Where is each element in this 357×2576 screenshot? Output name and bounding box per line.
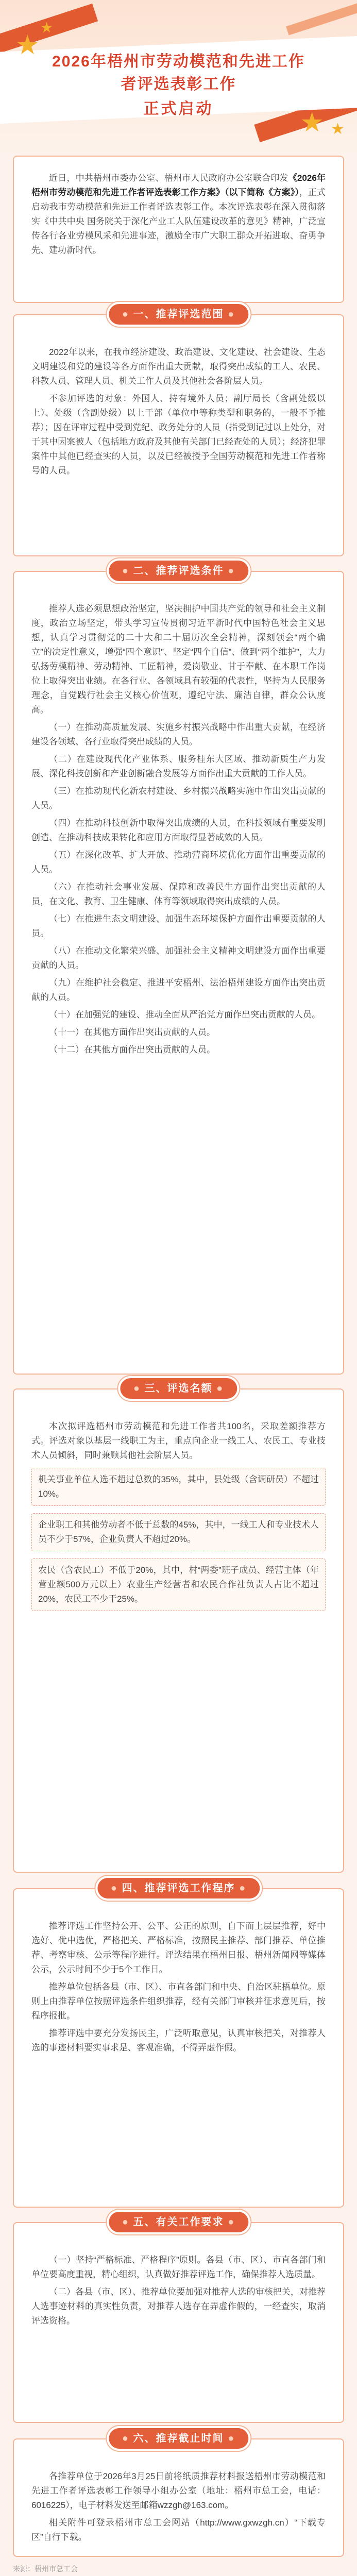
section-requirements — [13, 2222, 344, 2423]
section-deadline — [13, 2438, 344, 2557]
list-item: （九）在维护社会稳定、推进平安梧州、法治梧州建设方面作出突出贡献的人员。 — [31, 978, 326, 1002]
list-item: 推荐人选必须思想政治坚定，坚决拥护中国共产党的领导和社会主义制度，政治立场坚定，带头学习宣传贯彻习近平新时代中国特色社会主义思想，认真学习贯彻党的二十大和二十届历次全会精神，深刻领会“两个确立”的决定性意义，增强“四个意识”、坚定“四个自信”、做到“两个维护”，大力弘扬劳模精神、劳动精神、工匠精神，爱岗敬业、甘于奉献、在本职工作岗位上取得突出业绩。在各行业、各领域具有较强的代表性，坚持为人民服务理念，自觉践行社会主义核心价值观，遵纪守法、廉洁自律，群众公认度高。 — [31, 604, 326, 715]
star-icon: ★ — [300, 108, 324, 138]
star-icon: ★ — [40, 20, 54, 36]
quota-box — [31, 1558, 326, 1611]
list-item: （五）在深化改革、扩大开放、推动营商环境优化方面作出重要贡献的人员。 — [31, 850, 326, 874]
intro-tail: ，正式启动我市劳动模范和先进工作者评选表彰工作。本次评选表彰在深入贯彻落实《中共中央 国务院关于深化产业工人队伍建设改革的意见》精神，广泛宣传各行各业劳模风采和先进事迹，激励全市广大职工群众开拓进取、奋勇争先、建功新时代。 — [31, 188, 326, 255]
title-line-2: 者评选表彰工作 — [121, 76, 236, 93]
title-line-1: 2026年梧州市劳动模范和先进工作 — [52, 53, 305, 70]
section-paragraph: （一）坚持“严格标准、严格程序”原则。各县（市、区）、市直各部门和单位要高度重视，精心组织，认真做好推荐评选工作，确保推荐人选质量。 — [31, 2255, 326, 2279]
section-title-text: 二、推荐评选条件 — [133, 565, 224, 577]
section-paragraph: 推荐评选工作坚持公开、公平、公正的原则，自下而上层层推荐，好中选好、优中选优，严格把关、严格标准，按照民主推荐、部门推荐、单位推荐、考察审核、公示等程序进行。评选结果在梧州日报、梧州新闻网等媒体公示，公示时间不少于5个工作日。 — [31, 1921, 326, 1974]
list-item: （二）在建设现代化产业体系、服务桂东大区域、推动新质生产力发展、深化科技创新和产业创新融合发展等方面作出重大贡献的工作人员。 — [31, 754, 326, 778]
section-quota — [13, 1388, 344, 1873]
quota-text: 农民（含农民工）不低于20%，其中，村“两委”班子成员、经营主体（年营业额500万元以上）农业生产经营者和农民合作社负责人占比不超过20%，农民工不少于25%。 — [38, 1565, 319, 1604]
title-line-3: 正式启动 — [143, 100, 214, 117]
section-title-text: 六、推荐截止时间 — [133, 2433, 224, 2444]
star-icon: ★ — [15, 30, 40, 60]
section-procedure — [13, 1888, 344, 2208]
quota-text: 机关事业单位人选不超过总数的35%，其中，县处级（含调研员）不超过10%。 — [38, 1475, 319, 1499]
section-title-procedure: ● 四、推荐评选工作程序 ● — [97, 1878, 260, 1899]
intro-card — [13, 156, 344, 303]
list-item: （十）在加强党的建设、推动全面从严治党方面作出突出贡献的人员。 — [49, 1010, 320, 1020]
list-item: （一）在推动高质量发展、实施乡村振兴战略中作出重大贡献，在经济建设各领域、各行业取得突出成绩的人员。 — [31, 722, 326, 747]
list-item: （六）在推动社会事业发展、保障和改善民生方面作出突出贡献的人员，在文化、教育、卫生健康、体育等领域取得突出成绩的人员。 — [31, 882, 326, 906]
section-title-text: 五、有关工作要求 — [133, 2216, 224, 2228]
section-title-quota: ● 三、评选名额 ● — [120, 1378, 237, 1399]
star-icon: ★ — [331, 121, 345, 138]
section-title-deadline: ● 六、推荐截止时间 ● — [109, 2428, 248, 2449]
section-title-requirements: ● 五、有关工作要求 ● — [109, 2212, 248, 2232]
header-banner — [0, 0, 357, 155]
quota-box — [31, 1513, 326, 1551]
intro-bold: 《2026年梧州市劳动模范和先进工作者评选表彰工作方案》（以下简称《方案》） — [31, 173, 326, 197]
article-footer — [13, 2563, 344, 2576]
section-title-conditions: ● 二、推荐评选条件 ● — [109, 561, 248, 581]
section-title-scope: ● 一、推荐评选范围 ● — [109, 304, 248, 325]
list-item: （十一）在其他方面作出突出贡献的人员。 — [49, 1027, 215, 1037]
section-paragraph: （二）各县（市、区）、推荐单位要加强对推荐人选的审核把关，对推荐人选事迹材料的真实性负责，对推荐人选存在弄虚作假的，一经查实，取消评选资格。 — [31, 2287, 326, 2326]
section-scope — [13, 314, 344, 556]
section-conditions — [13, 571, 344, 1375]
section-paragraph: 本次拟评选梧州市劳动模范和先进工作者共100名，采取差额推荐方式。评选对象以基层一线职工为主，重点向企业一线工人、农民工、专业技术人员倾斜，同时兼顾其他社会阶层人员。 — [31, 1421, 326, 1460]
section-paragraph: 2022年以来，在我市经济建设、政治建设、文化建设、社会建设、生态文明建设和党的建设等各方面作出重大贡献，取得突出成绩的工人、农民、科教人员、管理人员、机关工作人员及其他社会各阶层人员。 — [31, 347, 326, 386]
list-item: （七）在推进生态文明建设、加强生态环境保护方面作出重要贡献的人员。 — [31, 914, 326, 938]
list-item: （三）在推动现代化新农村建设、乡村振兴战略实施中作出突出贡献的人员。 — [31, 786, 326, 810]
list-item: （十二）在其他方面作出突出贡献的人员。 — [49, 1045, 215, 1055]
section-title-text: 一、推荐评选范围 — [133, 309, 224, 320]
intro-lead: 近日，中共梧州市委办公室、梧州市人民政府办公室联合印发 — [49, 173, 288, 183]
list-item: （四）在推动科技创新中取得突出成绩的人员，在科技领域有重要发明创造、在推动科技成果转化和应用方面取得显著成效的人员。 — [31, 818, 326, 842]
section-paragraph: 不参加评选的对象：外国人、持有境外人员；副厅局长（含副处级以上）、处级（含副处级）以上干部（单位中等称类型和职务的，一般不予推荐）；因在评审过程中受到党纪、政务处分的人员（指受到记过以上处分，对于其中因案被人（包括地方政府及其他有关部门已经查处的人员）；经济犯罪案件中其他已经查实的人员，以及已经被授予全国劳动模范和先进工作者称号的人员。 — [31, 394, 326, 476]
section-paragraph: 推荐单位包括各县（市、区）、市直各部门和中央、自治区驻梧单位。原则上由推荐单位按照评选条件组织推荐，经有关部门审核并征求意见后，按程序报批。 — [31, 1982, 326, 2021]
section-title-text: 三、评选名额 — [144, 1383, 213, 1394]
footer-source: 来源：梧州市总工会 — [13, 2565, 78, 2573]
list-item: （八）在推动文化繁荣兴盛、加强社会主义精神文明建设方面作出重要贡献的人员。 — [31, 946, 326, 970]
download-link[interactable]: 相关附件可登录梧州市总工会网站（http://www.gxwzgh.cn）“下载专区”自行下载。 — [31, 2518, 326, 2542]
intro-paragraph — [31, 171, 326, 258]
quota-box — [31, 1468, 326, 1506]
section-paragraph: 各推荐单位于2026年3月25日前将纸质推荐材料报送梧州市劳动模范和先进工作者评选表彰工作领导小组办公室（地址：梧州市总工会，电话：6016225），电子材料发送至邮箱wzzgh@163.com。 — [31, 2471, 326, 2510]
page-title — [0, 50, 357, 121]
quota-text: 企业职工和其他劳动者不低于总数的45%，其中，一线工人和专业技术人员不少于57%，企业负责人不超过20%。 — [38, 1520, 319, 1544]
section-title-text: 四、推荐评选工作程序 — [122, 1883, 235, 1894]
section-paragraph: 推荐评选中要充分发扬民主，广泛听取意见，认真审核把关，对推荐人选的事迹材料要实事求是、客观准确，不得弄虚作假。 — [31, 2028, 326, 2053]
decor-ribbon — [286, 0, 357, 35]
